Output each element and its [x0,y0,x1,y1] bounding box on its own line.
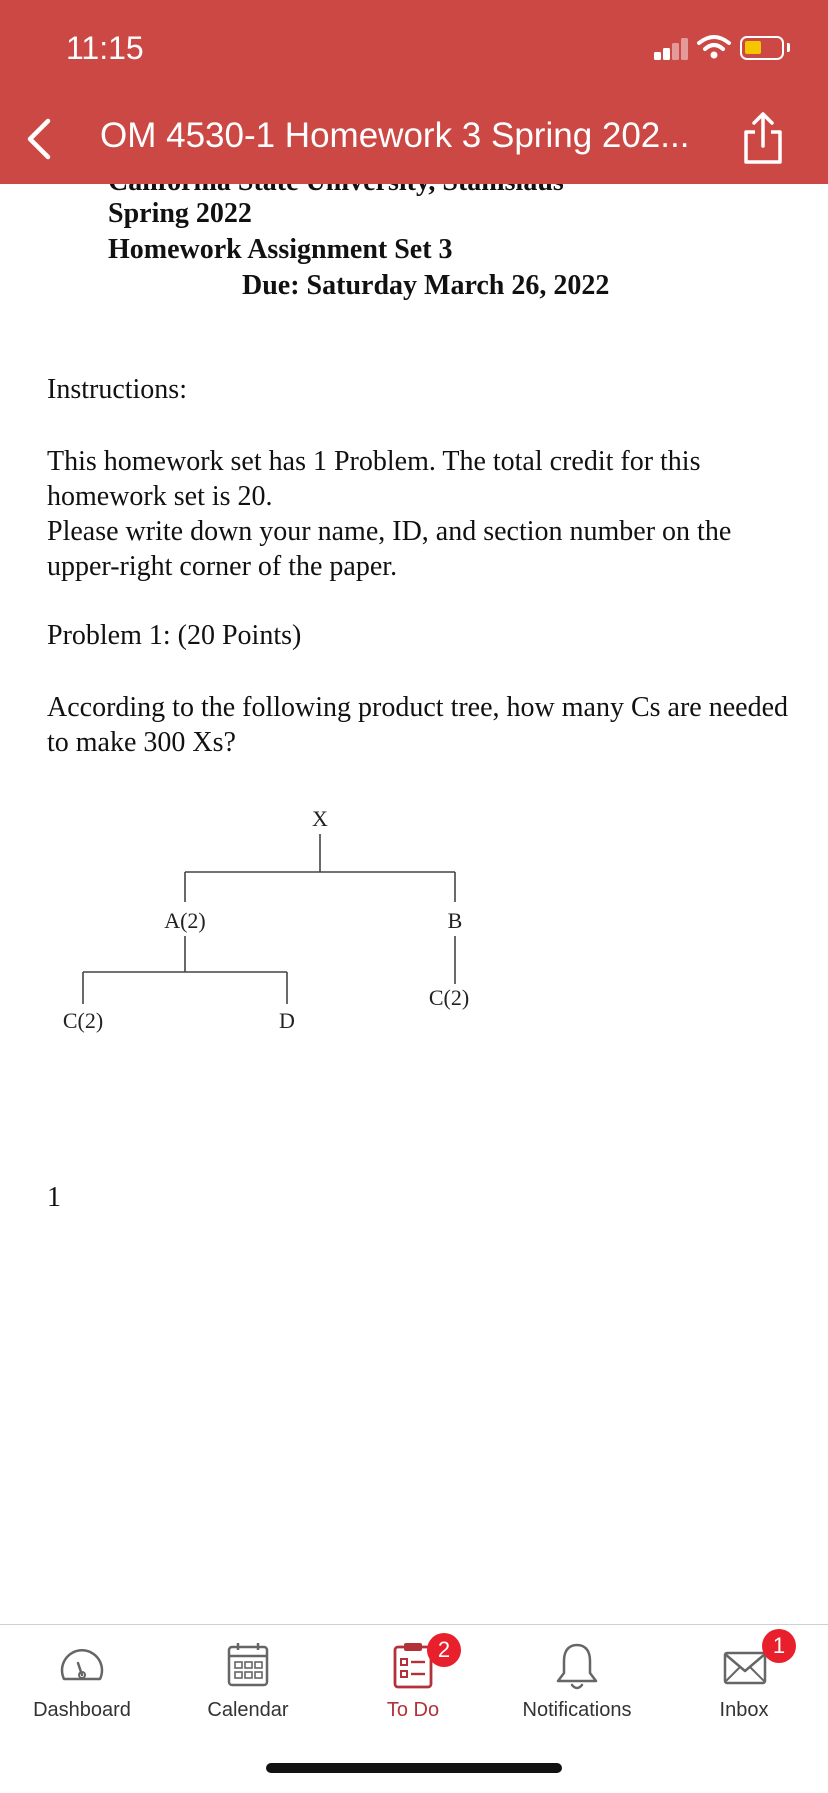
tab-label: To Do [386,1699,440,1721]
instructions-heading: Instructions: [47,374,187,405]
battery-icon [740,36,784,60]
calendar-icon [226,1641,270,1689]
share-button[interactable] [740,110,786,166]
battery-tip [787,43,790,52]
tree-node-c-left: C(2) [62,1008,104,1033]
tree-node-b: B [447,908,463,933]
page-title: OM 4530-1 Homework 3 Spring 202... [100,116,690,155]
tab-notifications[interactable] [507,1625,647,1745]
tab-label: Inbox [719,1699,769,1721]
tree-node-d: D [279,1008,295,1033]
status-time: 11:15 [66,30,144,66]
app-header [0,0,828,184]
todo-badge: 2 [427,1633,461,1667]
dashboard-icon [58,1641,106,1689]
tab-inbox[interactable] [676,1625,812,1745]
tree-node-c-right: C(2) [428,985,470,1010]
tab-label: Dashboard [33,1699,131,1721]
bell-icon [553,1641,601,1691]
back-button[interactable] [22,116,56,162]
tab-calendar[interactable] [180,1625,316,1745]
cellular-signal-icon [654,38,690,60]
inbox-icon [722,1641,768,1689]
product-tree-diagram [0,804,828,1104]
tree-node-a: A(2) [164,908,206,933]
page-number: 1 [47,1182,61,1213]
inbox-badge: 1 [762,1629,796,1663]
tab-dashboard[interactable] [14,1625,150,1745]
problem-heading: Problem 1: (20 Points) [47,620,302,651]
instructions-paragraph-1: This homework set has 1 Problem. The total credit for this homework set is 20. [47,446,701,512]
document-viewer[interactable] [0,184,828,1624]
tree-node-x: X [312,806,328,831]
wifi-icon [697,34,731,60]
semester-heading: Spring 2022 [108,198,252,229]
instructions-paragraph-2: Please write down your name, ID, and section number on the upper-right corner of the paper. [47,516,732,582]
tab-label: Calendar [207,1699,289,1721]
assignment-heading: Homework Assignment Set 3 [108,234,453,265]
due-date: Due: Saturday March 26, 2022 [242,270,610,301]
home-indicator[interactable] [266,1763,562,1773]
tab-label: Notifications [522,1699,632,1721]
tab-todo[interactable] [345,1625,481,1745]
problem-question: According to the following product tree, how many Cs are needed to make 300 Xs? [47,692,789,758]
